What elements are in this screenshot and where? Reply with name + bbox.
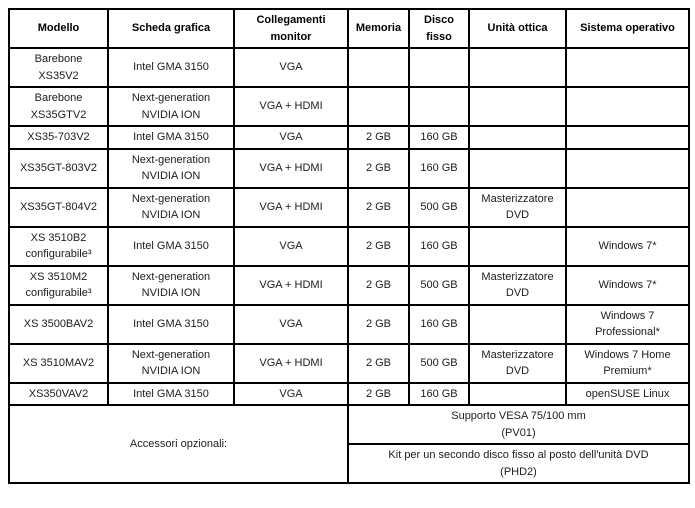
accessory-name: Kit per un secondo disco fisso al posto dell'unità DVD bbox=[388, 449, 649, 461]
cell-model: Barebone XS35V2 bbox=[9, 48, 108, 87]
cell-memory: 2 GB bbox=[348, 149, 409, 188]
cell-disk: 160 GB bbox=[409, 126, 469, 149]
cell-optical bbox=[469, 305, 566, 344]
cell-monitor: VGA + HDMI bbox=[234, 266, 348, 305]
optional-accessories-label: Accessori opzionali: bbox=[9, 405, 348, 483]
header-memory: Memoria bbox=[348, 9, 409, 48]
cell-gpu: Intel GMA 3150 bbox=[108, 383, 234, 406]
cell-monitor: VGA bbox=[234, 48, 348, 87]
header-optical: Unità ottica bbox=[469, 9, 566, 48]
cell-optical bbox=[469, 227, 566, 266]
cell-monitor: VGA + HDMI bbox=[234, 149, 348, 188]
cell-memory: 2 GB bbox=[348, 126, 409, 149]
cell-model: XS350VAV2 bbox=[9, 383, 108, 406]
cell-memory bbox=[348, 48, 409, 87]
cell-memory: 2 GB bbox=[348, 227, 409, 266]
cell-monitor: VGA + HDMI bbox=[234, 344, 348, 383]
cell-disk: 160 GB bbox=[409, 383, 469, 406]
header-gpu: Scheda grafica bbox=[108, 9, 234, 48]
table-row bbox=[9, 87, 689, 126]
cell-model: XS35-703V2 bbox=[9, 126, 108, 149]
accessory-option bbox=[348, 405, 689, 444]
table-row bbox=[9, 149, 689, 188]
table-row bbox=[9, 227, 689, 266]
cell-disk: 160 GB bbox=[409, 305, 469, 344]
cell-gpu: Intel GMA 3150 bbox=[108, 305, 234, 344]
cell-optical bbox=[469, 126, 566, 149]
cell-memory: 2 GB bbox=[348, 188, 409, 227]
cell-monitor: VGA bbox=[234, 126, 348, 149]
cell-os bbox=[566, 87, 689, 126]
cell-os: Windows 7 Professional* bbox=[566, 305, 689, 344]
table-row bbox=[9, 266, 689, 305]
cell-memory: 2 GB bbox=[348, 266, 409, 305]
cell-gpu: Next-generation NVIDIA ION bbox=[108, 149, 234, 188]
cell-model: XS 3510B2 configurabile³ bbox=[9, 227, 108, 266]
header-monitor: Collegamenti monitor bbox=[234, 9, 348, 48]
accessory-option bbox=[348, 444, 689, 483]
cell-memory bbox=[348, 87, 409, 126]
header-os: Sistema operativo bbox=[566, 9, 689, 48]
cell-disk bbox=[409, 87, 469, 126]
header-disk: Disco fisso bbox=[409, 9, 469, 48]
cell-gpu: Next-generation NVIDIA ION bbox=[108, 87, 234, 126]
cell-monitor: VGA bbox=[234, 383, 348, 406]
cell-os bbox=[566, 188, 689, 227]
cell-optical: Masterizzatore DVD bbox=[469, 344, 566, 383]
cell-optical bbox=[469, 383, 566, 406]
table-row bbox=[9, 383, 689, 406]
cell-optical bbox=[469, 149, 566, 188]
cell-optical: Masterizzatore DVD bbox=[469, 188, 566, 227]
table-row bbox=[9, 344, 689, 383]
table-row bbox=[9, 126, 689, 149]
cell-model: XS 3510M2 configurabile³ bbox=[9, 266, 108, 305]
cell-os: openSUSE Linux bbox=[566, 383, 689, 406]
cell-os bbox=[566, 149, 689, 188]
cell-memory: 2 GB bbox=[348, 383, 409, 406]
cell-disk bbox=[409, 48, 469, 87]
cell-model: XS35GT-804V2 bbox=[9, 188, 108, 227]
cell-model: XS35GT-803V2 bbox=[9, 149, 108, 188]
header-row bbox=[9, 9, 689, 48]
cell-disk: 160 GB bbox=[409, 227, 469, 266]
cell-optical bbox=[469, 87, 566, 126]
table-row bbox=[9, 188, 689, 227]
cell-gpu: Next-generation NVIDIA ION bbox=[108, 344, 234, 383]
cell-model: Barebone XS35GTV2 bbox=[9, 87, 108, 126]
cell-monitor: VGA bbox=[234, 227, 348, 266]
cell-gpu: Next-generation NVIDIA ION bbox=[108, 188, 234, 227]
accessory-code: (PHD2) bbox=[500, 465, 537, 478]
cell-os bbox=[566, 48, 689, 87]
cell-model: XS 3510MAV2 bbox=[9, 344, 108, 383]
cell-optical: Masterizzatore DVD bbox=[469, 266, 566, 305]
cell-memory: 2 GB bbox=[348, 344, 409, 383]
cell-gpu: Intel GMA 3150 bbox=[108, 126, 234, 149]
product-spec-table bbox=[8, 8, 690, 484]
cell-disk: 500 GB bbox=[409, 266, 469, 305]
table-row bbox=[9, 48, 689, 87]
cell-monitor: VGA bbox=[234, 305, 348, 344]
cell-disk: 500 GB bbox=[409, 188, 469, 227]
footer-row bbox=[9, 405, 689, 444]
cell-optical bbox=[469, 48, 566, 87]
cell-monitor: VGA + HDMI bbox=[234, 87, 348, 126]
cell-os: Windows 7* bbox=[566, 227, 689, 266]
cell-memory: 2 GB bbox=[348, 305, 409, 344]
table-row bbox=[9, 305, 689, 344]
cell-disk: 160 GB bbox=[409, 149, 469, 188]
cell-os: Windows 7 Home Premium* bbox=[566, 344, 689, 383]
cell-gpu: Intel GMA 3150 bbox=[108, 48, 234, 87]
accessory-name: Supporto VESA 75/100 mm bbox=[451, 410, 586, 422]
header-model: Modello bbox=[9, 9, 108, 48]
cell-os: Windows 7* bbox=[566, 266, 689, 305]
cell-gpu: Next-generation NVIDIA ION bbox=[108, 266, 234, 305]
cell-monitor: VGA + HDMI bbox=[234, 188, 348, 227]
cell-gpu: Intel GMA 3150 bbox=[108, 227, 234, 266]
cell-disk: 500 GB bbox=[409, 344, 469, 383]
cell-model: XS 3500BAV2 bbox=[9, 305, 108, 344]
accessory-code: (PV01) bbox=[501, 426, 536, 439]
cell-os bbox=[566, 126, 689, 149]
